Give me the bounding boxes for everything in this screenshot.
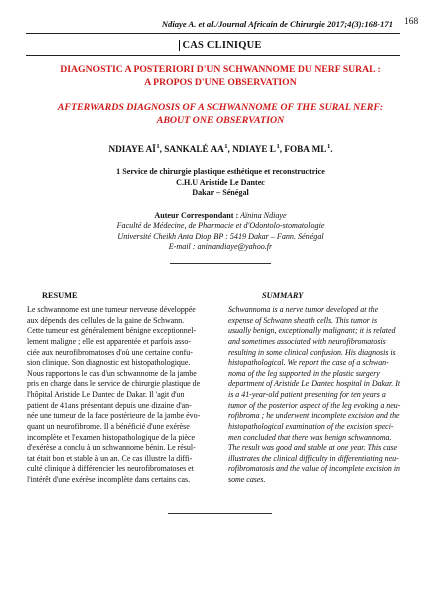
author-name: NDIAYE AÏ <box>108 144 156 154</box>
corresponding-author-email[interactable]: E-mail : aninandiaye@yahoo.fr <box>168 241 273 251</box>
author-name: NDIAYE L <box>232 144 276 154</box>
author-affiliation-mark: 1 <box>276 143 280 150</box>
affiliation-line: 1 Service de chirurgie plastique esthétique et reconstructrice <box>116 167 325 176</box>
resume-text-line: d'exérèse a conclu à un schwannome bénin. Le résul- <box>27 443 196 453</box>
author-affiliation-mark: 1 <box>156 143 160 150</box>
author-affiliation-mark: 1 <box>326 143 331 150</box>
corresponding-author-name: Aïnina Ndiaye <box>238 211 287 220</box>
summary-text-line: noma of the leg supported in the plastic surgery <box>228 368 380 378</box>
summary-text-line: some cases. <box>228 475 266 484</box>
french-title-line: DIAGNOSTIC A POSTERIORI D'UN SCHWANNOME DU NERF SURAL : <box>60 64 381 75</box>
resume-text-line: quant un neurofibrome. Il a bénéficié d'une exérèse <box>27 421 190 431</box>
author-list <box>0 143 441 154</box>
resume-text-line: aux dépends des cellules de la gaine de Schwann. <box>27 315 185 325</box>
resume-text-line: patient de 41ans présentant depuis une dizaine d'an- <box>27 400 192 410</box>
summary-text-line: illustrates the clinical difficulty in differentiating neu- <box>228 453 399 463</box>
summary-text-line: rofibromatosis and the value of incomplete excision in <box>228 464 401 474</box>
section-rule <box>26 55 400 56</box>
summary-text-line: The result was good and stable at one year. This case <box>228 443 398 453</box>
corresponding-author-block <box>0 211 441 252</box>
summary-text-line: histopathological examination of the excision speci- <box>228 421 394 431</box>
summary-text-line: men concluded that there was benign schwannoma. <box>228 432 392 442</box>
french-title <box>30 64 411 89</box>
english-title <box>30 101 411 127</box>
author-affiliation-mark: 1 <box>224 143 228 150</box>
summary-text-line: histopathological. We report the case of a schwan- <box>228 358 389 368</box>
author-separator: , <box>279 144 285 154</box>
summary-text <box>228 305 419 486</box>
corresponding-author-faculty: Faculté de Médecine, de Pharmacie et d'Odontolo-stomatologie <box>116 221 325 231</box>
summary-text-line: is a 41-year-old patient presenting for ten years a <box>228 390 386 399</box>
summary-text-line: rofibroma ; he underwent incomplete excision and the <box>228 411 400 421</box>
summary-text-line: usually benign, exceptionally malignant; it is related <box>228 326 396 336</box>
running-head: Ndiaye A. et al./Journal Africain de Chirurgie 2017;4(3):168-171 <box>161 19 393 29</box>
summary-text-line: resulting in some clinical confusion. His diagnosis is <box>228 347 396 357</box>
summary-text-line: and sometimes associated with neurofibromatosis <box>228 336 386 346</box>
resume-text-line: tat était bon et stable à un an. Ce cas illustre la diffi- <box>27 453 193 463</box>
english-title-line: ABOUT ONE OBSERVATION <box>156 115 285 126</box>
resume-text-line: née une tumeur de la face postérieure de la jambe évo- <box>27 411 201 421</box>
resume-text-line: Cette tumeur est généralement bénigne exceptionnel- <box>27 326 197 336</box>
resume-text-line: pris en charge dans le service de chirurgie plastique de <box>27 379 201 389</box>
abstract-end-rule <box>168 513 272 514</box>
summary-text-line: tumor of the posterior aspect of the leg evoking a neu- <box>228 400 401 410</box>
resume-text-line: culté clinique à différencier les neurofibromatoses et <box>27 464 194 474</box>
author-separator: . <box>330 144 333 154</box>
resume-text-line: sion clinique. Son diagnostic est histopathologique. <box>27 358 191 368</box>
resume-text-line: incomplète et l'examen histopathologique de la pièce <box>27 432 196 442</box>
header-rule <box>26 33 400 34</box>
correspondent-rule <box>170 263 271 264</box>
corresponding-author-label: Auteur Correspondant : <box>154 211 239 220</box>
resume-text-line: l'hôpital Aristide Le Dantec de Dakar. Il 'agit d'un <box>27 390 185 399</box>
corresponding-author-address: Université Cheikh Anta Diop BP : 5419 Dakar – Fann. Sénégal <box>117 231 324 241</box>
author-separator: , <box>227 144 233 154</box>
summary-heading: SUMMARY <box>262 291 304 300</box>
corresponding-author-line <box>0 211 441 221</box>
summary-text-line: Schwannoma is a nerve tumor developed at the <box>228 305 379 314</box>
resume-text-line: Le schwannome est une tumeur nerveuse développée <box>27 305 196 314</box>
french-title-line: A PROPOS D'UNE OBSERVATION <box>144 76 297 88</box>
author-name: SANKALÉ AA <box>164 144 224 154</box>
affiliation-line: C.H.U Aristide Le Dantec <box>176 177 265 187</box>
affiliation-block <box>0 167 441 199</box>
author-separator: , <box>159 144 165 154</box>
summary-text-line: expense of Schwann sheath cells. This tumor is <box>228 315 378 325</box>
english-title-line: AFTERWARDS DIAGNOSIS OF A SCHWANNOME OF THE SURAL NERF: <box>57 102 384 113</box>
resume-text-line: lement maligne ; elle est apparentée et parfois asso- <box>27 336 191 346</box>
resume-text-line: l'intérêt d'une exérèse incomplète dans certains cas. <box>27 475 191 484</box>
author-name: FOBA ML <box>284 144 327 154</box>
page-number: 168 <box>404 17 419 27</box>
resume-text-line: Nous rapportons le cas d'un schwannome de la jambe <box>27 368 197 378</box>
resume-text-line: ciée aux neurofibromatoses d'où une certaine confu- <box>27 347 193 357</box>
section-label <box>0 40 441 51</box>
affiliation-line: Dakar – Sénégal <box>192 188 249 197</box>
resume-heading: RESUME <box>42 291 78 300</box>
section-label-text: CAS CLINIQUE <box>179 40 261 51</box>
resume-text <box>27 305 216 486</box>
summary-text-line: department of Aristide Le Dantec hospital in Dakar. It <box>228 379 401 389</box>
